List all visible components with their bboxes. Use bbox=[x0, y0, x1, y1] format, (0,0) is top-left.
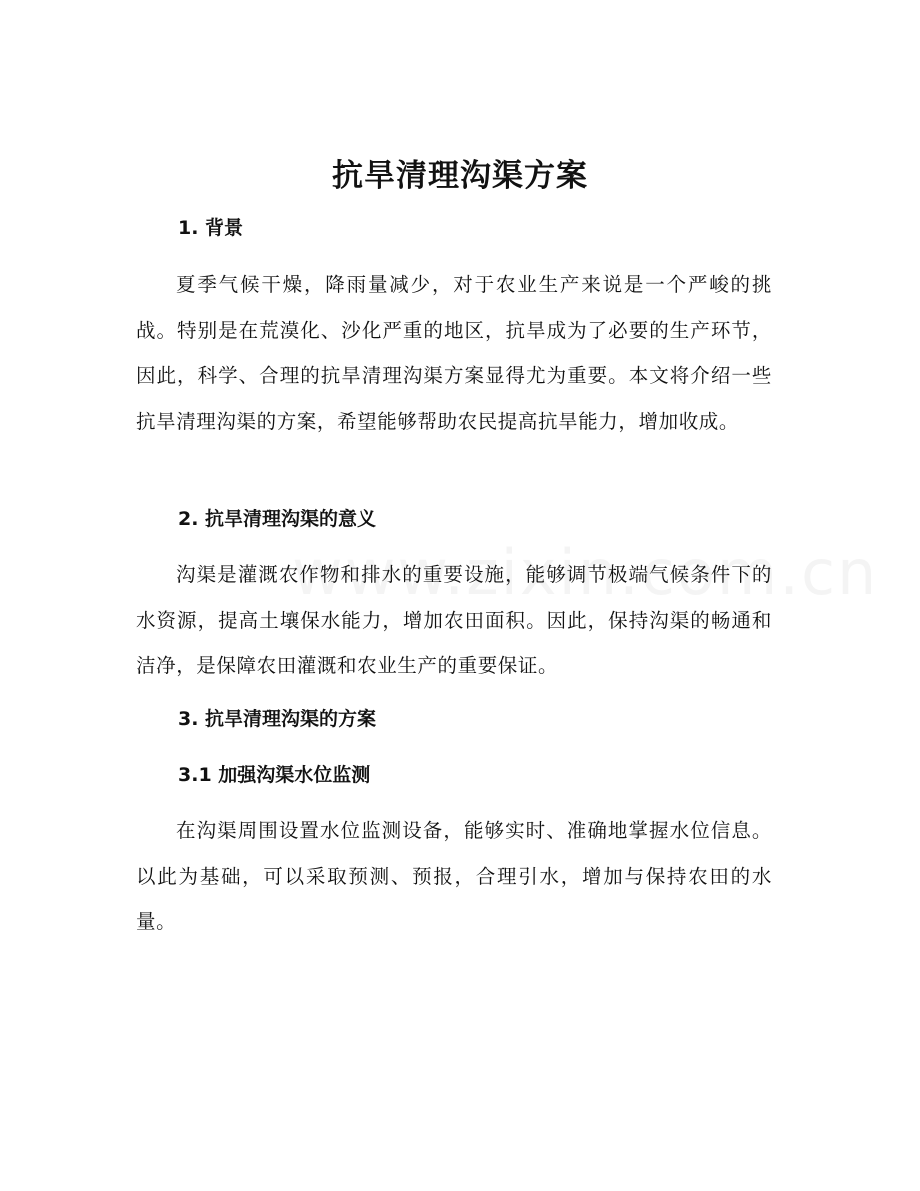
section-heading-background: 1. 背景 bbox=[178, 217, 244, 239]
section-heading-water-level-monitoring: 3.1 加强沟渠水位监测 bbox=[178, 764, 371, 786]
section-heading-plan: 3. 抗旱清理沟渠的方案 bbox=[178, 708, 377, 730]
paragraph-significance: 沟渠是灌溉农作物和排水的重要设施，能够调节极端气候条件下的水资源，提高土壤保水能力，增加农田面积。因此，保持沟渠的畅通和洁净，是保障农田灌溉和农业生产的重要保证。 bbox=[136, 563, 772, 677]
paragraph-water-level-monitoring: 在沟渠周围设置水位监测设备，能够实时、准确地掌握水位信息。以此为基础，可以采取预测、预报，合理引水，增加与保持农田的水量。 bbox=[136, 819, 772, 933]
section-heading-significance: 2. 抗旱清理沟渠的意义 bbox=[178, 508, 377, 530]
document-title: 抗旱清理沟渠方案 bbox=[332, 158, 588, 194]
paragraph-background: 夏季气候干燥，降雨量减少，对于农业生产来说是一个严峻的挑战。特别是在荒漠化、沙化严重的地区，抗旱成为了必要的生产环节，因此，科学、合理的抗旱清理沟渠方案显得尤为重要。本文将介绍一些抗旱清理沟渠的方案，希望能够帮助农民提高抗旱能力，增加收成。 bbox=[136, 273, 772, 433]
